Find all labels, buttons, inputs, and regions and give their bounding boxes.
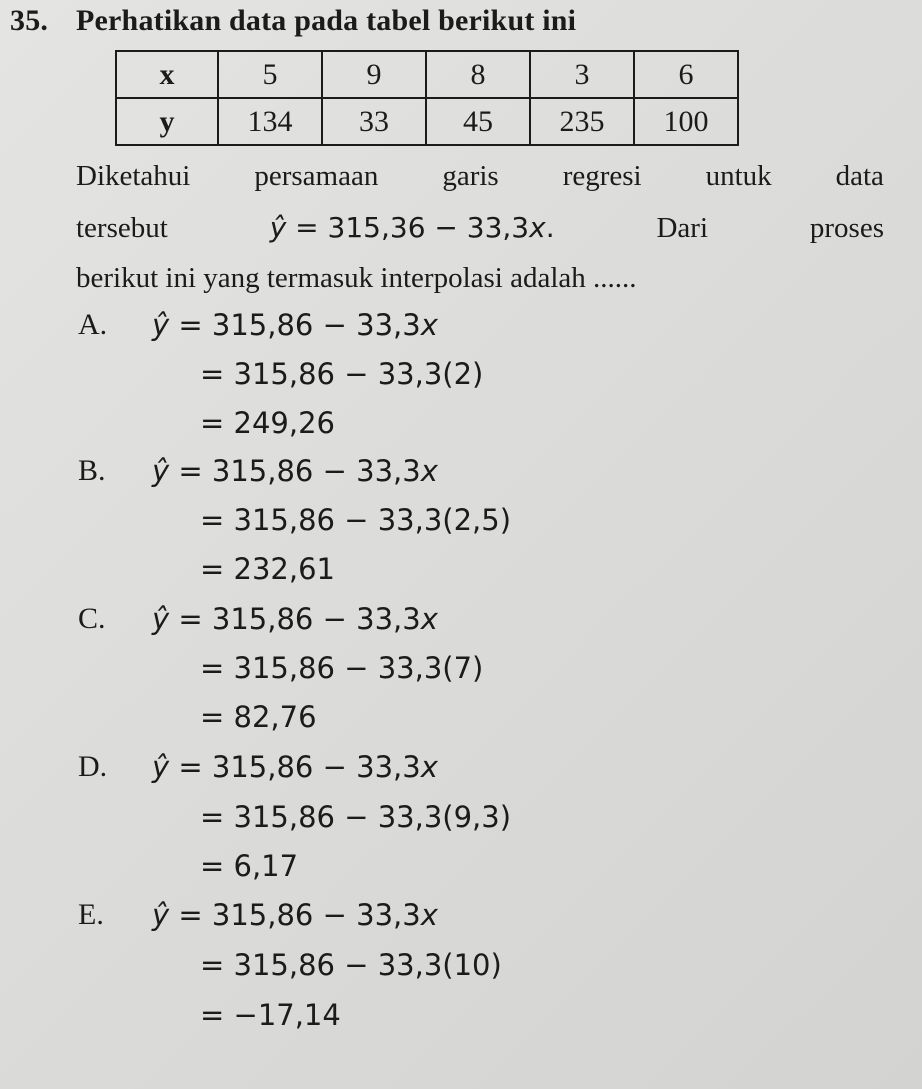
question-intro: Perhatikan data pada tabel berikut ini — [76, 4, 577, 37]
paragraph-word: regresi — [562, 160, 642, 192]
paragraph-line-1 — [76, 160, 884, 193]
table-cell: 235 — [530, 98, 634, 145]
option-line-3: = 232,61 — [200, 552, 335, 586]
paragraph-word: Diketahui — [76, 160, 191, 192]
table-cell: 33 — [322, 98, 426, 145]
option-line-1: ŷ = 315,86 − 33,3x — [152, 898, 438, 932]
table-cell: 134 — [218, 98, 322, 145]
table-cell: 8 — [426, 51, 530, 98]
option-line-2: = 315,86 − 33,3(7) — [200, 651, 484, 685]
table-cell: 5 — [218, 51, 322, 98]
paragraph-word: persamaan — [254, 160, 379, 192]
option-letter: D. — [78, 750, 108, 783]
option-line-3: = 249,26 — [200, 406, 335, 440]
paragraph-line-2 — [76, 211, 884, 245]
option-letter: E. — [78, 898, 104, 931]
equation-end: . — [545, 211, 555, 244]
option-line-3: = 6,17 — [200, 849, 299, 883]
question-header — [10, 4, 576, 38]
data-table — [115, 50, 739, 146]
paragraph-word: data — [835, 160, 884, 192]
regression-equation — [270, 211, 555, 244]
paragraph-line-3: berikut ini yang termasuk interpolasi adalah ...... — [76, 262, 637, 294]
paragraph-word: garis — [442, 160, 499, 192]
paragraph-word: untuk — [705, 160, 772, 192]
paragraph-word: Dari — [656, 212, 709, 244]
table-row-y — [116, 98, 738, 145]
option-line-3: = 82,76 — [200, 700, 317, 734]
option-letter: A. — [78, 308, 108, 341]
table-row-x — [116, 51, 738, 98]
question-number: 35. — [10, 4, 49, 37]
table-header-x: x — [116, 51, 218, 98]
table-cell: 6 — [634, 51, 738, 98]
paragraph-word: proses — [809, 212, 884, 244]
table-cell: 3 — [530, 51, 634, 98]
paragraph-word: tersebut — [76, 212, 168, 244]
table-header-y: y — [116, 98, 218, 145]
equation-var: x — [529, 211, 546, 244]
equation-rhs: = 315,36 − 33,3 — [295, 211, 530, 244]
option-line-1: ŷ = 315,86 − 33,3x — [152, 308, 438, 342]
option-letter: B. — [78, 454, 106, 487]
option-letter: C. — [78, 602, 106, 635]
option-line-1: ŷ = 315,86 − 33,3x — [152, 602, 438, 636]
table-cell: 9 — [322, 51, 426, 98]
equation-lhs: ŷ — [269, 211, 287, 244]
option-line-3: = −17,14 — [200, 998, 341, 1032]
option-line-2: = 315,86 − 33,3(2,5) — [200, 503, 512, 537]
option-line-1: ŷ = 315,86 − 33,3x — [152, 454, 438, 488]
option-line-1: ŷ = 315,86 − 33,3x — [152, 750, 438, 784]
table-cell: 100 — [634, 98, 738, 145]
option-line-2: = 315,86 − 33,3(2) — [200, 357, 484, 391]
option-line-2: = 315,86 − 33,3(9,3) — [200, 800, 512, 834]
table-cell: 45 — [426, 98, 530, 145]
option-line-2: = 315,86 − 33,3(10) — [200, 948, 502, 982]
